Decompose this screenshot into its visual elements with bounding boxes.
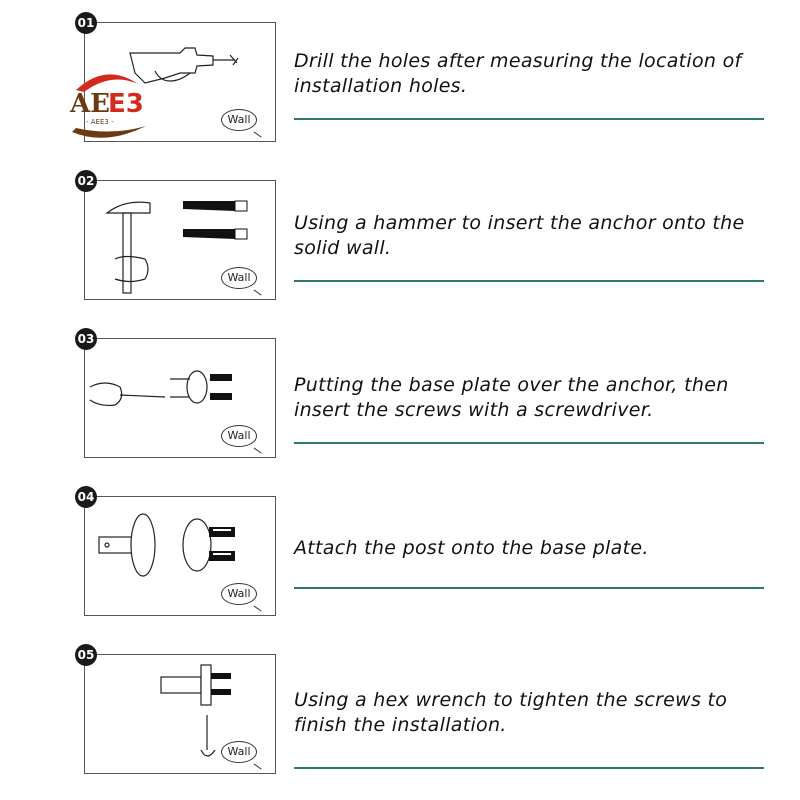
step-2-text: Using a hammer to insert the anchor onto the solid wall.	[294, 212, 745, 259]
wall-label: Wall	[221, 583, 257, 605]
divider	[294, 767, 764, 769]
wall-label: Wall	[221, 741, 257, 763]
step-2-illustration	[77, 174, 276, 300]
step-1-text: Drill the holes after measuring the location of installation holes.	[294, 50, 742, 97]
step-5-illustration	[77, 648, 276, 774]
step-number-badge: 05	[75, 644, 97, 666]
wall-label: Wall	[221, 425, 257, 447]
wall-label: Wall	[221, 267, 257, 289]
step-number-badge: 04	[75, 486, 97, 508]
step-3-text: Putting the base plate over the anchor, then insert the screws with a screwdriver.	[294, 374, 729, 421]
svg-text:E3: E3	[108, 89, 144, 119]
brand-logo	[66, 62, 156, 144]
step-5-text: Using a hex wrench to tighten the screws to finish the installation.	[294, 689, 728, 736]
wall-label: Wall	[221, 109, 257, 131]
divider	[294, 442, 764, 444]
step-number-badge: 01	[75, 12, 97, 34]
step-number-badge: 02	[75, 170, 97, 192]
step-4-text: Attach the post onto the base plate.	[294, 537, 649, 559]
divider	[294, 280, 764, 282]
divider	[294, 118, 764, 120]
step-3-illustration	[77, 332, 276, 458]
step-4-illustration	[77, 490, 276, 616]
step-number-badge: 03	[75, 328, 97, 350]
svg-text:- AEE3 -: - AEE3 -	[86, 118, 114, 126]
svg-text:AE: AE	[70, 89, 110, 119]
divider	[294, 587, 764, 589]
